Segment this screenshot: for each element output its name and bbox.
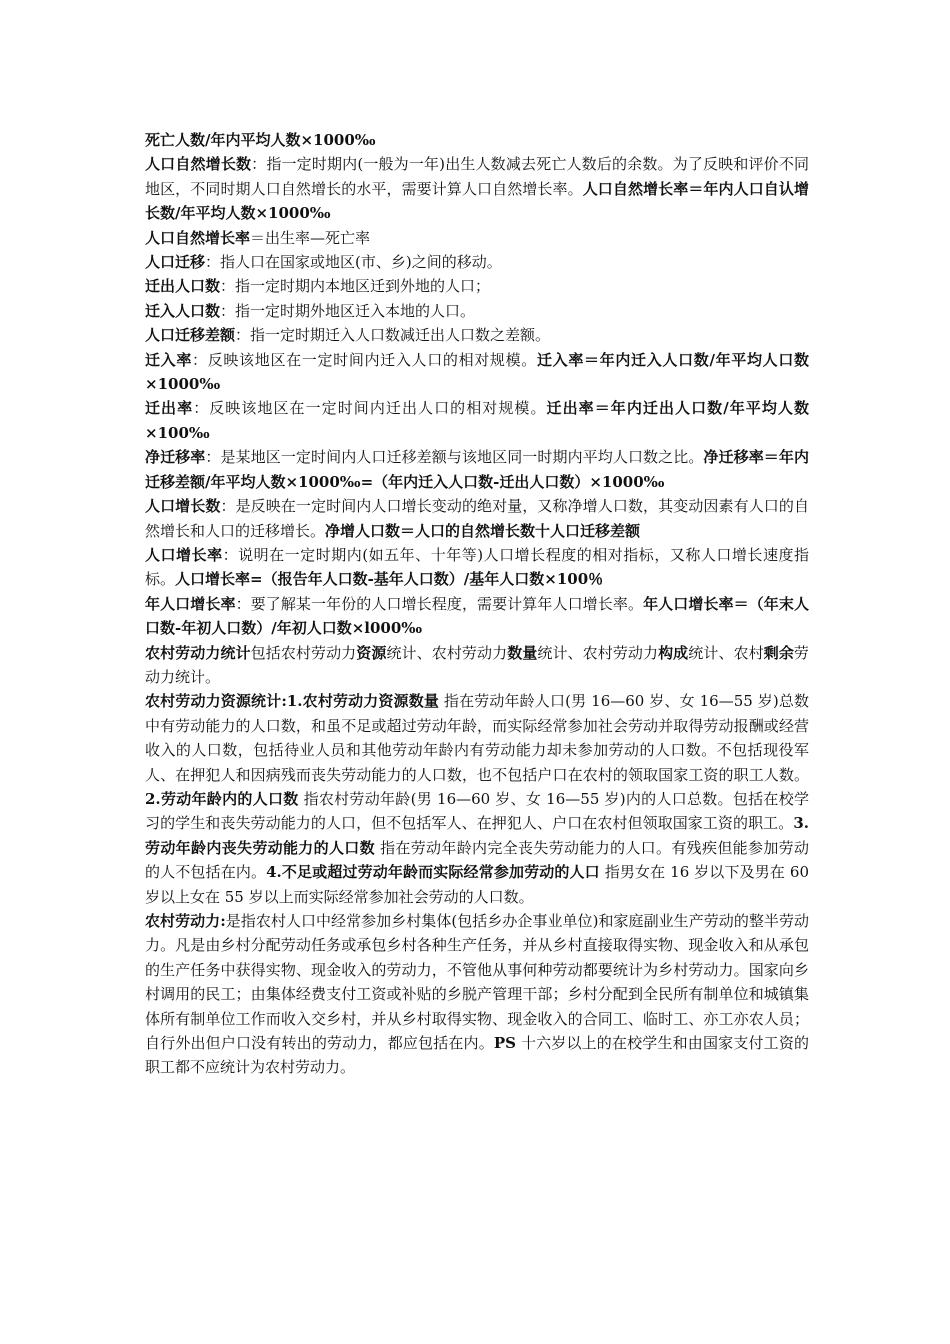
text-run: 统计、农村 bbox=[688, 643, 764, 662]
text-run: ：反映该地区在一定时间内迁入人口的相对规模。 bbox=[192, 350, 537, 369]
bold-text-run: 农村劳动力统计 bbox=[145, 643, 251, 662]
text-run: 指农村劳动年龄(男 16—60 岁、女 16—55 岁)内的人口总数。包括在校学习的学生和丧失劳动能力的人口，但不包括军人、在押犯人、户口在农村但领取国家工资的职工。 bbox=[145, 789, 809, 833]
bold-text-run: 2.劳动年龄内的人口数 bbox=[145, 789, 299, 808]
paragraph bbox=[145, 909, 809, 1080]
bold-text-run: 迁出人口数 bbox=[145, 277, 221, 296]
text-run: 劳动力统计。 bbox=[145, 643, 809, 686]
paragraph bbox=[145, 348, 809, 397]
paragraph bbox=[145, 226, 809, 250]
bold-text-run: PS bbox=[493, 1034, 517, 1053]
paragraph bbox=[145, 445, 809, 494]
bold-text-run: 资源 bbox=[356, 643, 387, 662]
text-run: ：指一定时期外地区迁入本地的人口。 bbox=[220, 301, 476, 320]
bold-text-run: 3.劳动年龄内丧失劳动能力的人口数 bbox=[145, 814, 809, 857]
text-run: 指在劳动年龄人口(男 16—60 岁、女 16—55 岁)总数中有劳动能力的人口数，和虽不足或超过劳动年龄，而实际经常参加社会劳动并取得劳动报酬或经营收入的人口数，包括待业人员和其他劳动年龄内有劳动能力却未参加劳动的人口数。不包括现役军人、在押犯人和因病残而丧失劳动能力的人口数，也不包括户口在农村的领取国家工资的职工人数。 bbox=[145, 692, 809, 784]
bold-text-run: 人口自然增长率＝年内人口自认增长数/年平均人数×1000‰ bbox=[145, 179, 809, 223]
bold-text-run: 人口迁移差额 bbox=[145, 326, 236, 345]
paragraph bbox=[145, 152, 809, 225]
text-run: 指在劳动年龄内完全丧失劳动能力的人口。有残疾但能参加劳动的人不包括在内。 bbox=[145, 838, 809, 882]
text-run: 是指农村人口中经常参加乡村集体(包括乡办企事业单位)和家庭副业生产劳动的整半劳动力。凡是由乡村分配劳动任务或承包乡村各种生产任务，并从乡村直接取得实物、现金收入和从承包的生产任务中获得实物、现金收入的劳动力，不管他从事何种劳动都要统计为乡村劳动力。国家向乡村调用的民工；由集体经费支付工资或补贴的乡脱产管理干部；乡村分配到全民所有制单位和城镇集体所有制单位工作而收入交乡村，并从乡村取得实物、现金收入的合同工、临时工、亦工亦农人员；自行外出但户口没有转出的劳动力，都应包括在内。 bbox=[145, 912, 809, 1053]
text-run: ：说明在一定时期内(如五年、十年等)人口增长程度的相对指标，又称人口增长速度指标。 bbox=[145, 545, 809, 589]
text-run: ：要了解某一年份的人口增长程度，需要计算年人口增长率。 bbox=[235, 594, 644, 613]
paragraph bbox=[145, 689, 809, 909]
bold-text-run: 构成 bbox=[658, 643, 689, 662]
text-run: ：指一定时期迁入人口数减迁出人口数之差额。 bbox=[235, 326, 551, 345]
bold-text-run: 人口自然增长率 bbox=[145, 228, 251, 247]
paragraph bbox=[145, 128, 809, 152]
text-run: ：是反映在一定时间内人口增长变动的绝对量，又称净增人口数，其变动因素有人口的自然增长和人口的迁移增长。 bbox=[145, 497, 809, 540]
bold-text-run: 人口增长率 bbox=[145, 545, 223, 564]
bold-text-run: 迁出率 bbox=[145, 399, 194, 418]
bold-text-run: 迁入率 bbox=[145, 350, 193, 369]
paragraph bbox=[145, 494, 809, 543]
paragraph bbox=[145, 543, 809, 592]
bold-text-run: 剩余 bbox=[763, 643, 794, 662]
bold-text-run: 净迁移率＝年内迁移差额/年平均人数×1000‰=（年内迁入人口数-迁出人口数）×1000‰ bbox=[145, 448, 809, 491]
paragraph bbox=[145, 592, 809, 641]
paragraph bbox=[145, 396, 809, 445]
text-run: ：指人口在国家或地区(市、乡)之间的移动。 bbox=[205, 253, 502, 272]
bold-text-run: 4.不足或超过劳动年龄而实际经常参加劳动的人口 bbox=[266, 863, 600, 882]
text-run: 包括农村劳动力 bbox=[250, 643, 357, 662]
document-body bbox=[145, 128, 809, 1080]
text-run: 指男女在 16 岁以下及男在 60 岁以上女在 55 岁以上而实际经常参加社会劳动的人口数。 bbox=[145, 863, 809, 906]
bold-text-run: 农村劳动力: bbox=[145, 912, 226, 930]
text-run: ：反映该地区在一定时间内迁出人口的相对规模。 bbox=[193, 399, 547, 418]
bold-text-run: 迁出率＝年内迁出人口数/年平均人数×100‰ bbox=[145, 399, 809, 442]
bold-text-run: 数量 bbox=[507, 643, 538, 662]
bold-text-run: 人口自然增长数 bbox=[145, 155, 252, 174]
text-run: ：是某地区一定时间内人口迁移差额与该地区同一时期内平均人口数之比。 bbox=[205, 448, 704, 467]
paragraph bbox=[145, 299, 809, 323]
bold-text-run: 年人口增长率 bbox=[145, 594, 236, 613]
bold-text-run: 人口迁移 bbox=[145, 253, 206, 272]
bold-text-run: 农村劳动力资源统计:1.农村劳动力资源数量 bbox=[145, 692, 439, 711]
text-run: 十六岁以上的在校学生和由国家支付工资的职工都不应统计为农村劳动力。 bbox=[145, 1034, 809, 1077]
paragraph bbox=[145, 250, 809, 274]
bold-text-run: 净增人口数＝人口的自然增长数十人口迁移差额 bbox=[325, 521, 641, 540]
bold-text-run: 人口增长率=（报告年人口数-基年人口数）/基年人口数×100％ bbox=[175, 570, 604, 589]
text-run: 统计、农村劳动力 bbox=[386, 643, 508, 662]
bold-text-run: 迁入人口数 bbox=[145, 301, 221, 320]
bold-text-run: 人口增长数 bbox=[145, 497, 221, 516]
text-run: ：指一定时期内本地区迁到外地的人口； bbox=[220, 277, 491, 296]
bold-text-run: 年人口增长率＝（年末人口数-年初人口数）/年初人口数×l000‰ bbox=[145, 594, 809, 638]
bold-text-run: 净迁移率 bbox=[145, 448, 206, 467]
paragraph bbox=[145, 641, 809, 690]
bold-text-run: 迁入率＝年内迁入人口数/年平均人口数×1000‰ bbox=[145, 350, 809, 394]
text-run: 统计、农村劳动力 bbox=[537, 643, 659, 662]
text-run: ：指一定时期内(一般为一年)出生人数减去死亡人数后的余数。为了反映和评价不同地区，不同时期人口自然增长的水平，需要计算人口自然增长率。 bbox=[145, 155, 809, 198]
paragraph bbox=[145, 274, 809, 298]
paragraph bbox=[145, 323, 809, 347]
text-run: ＝出生率—死亡率 bbox=[250, 228, 371, 247]
bold-text-run: 死亡人数/年内平均人数×1000‰ bbox=[145, 131, 376, 149]
